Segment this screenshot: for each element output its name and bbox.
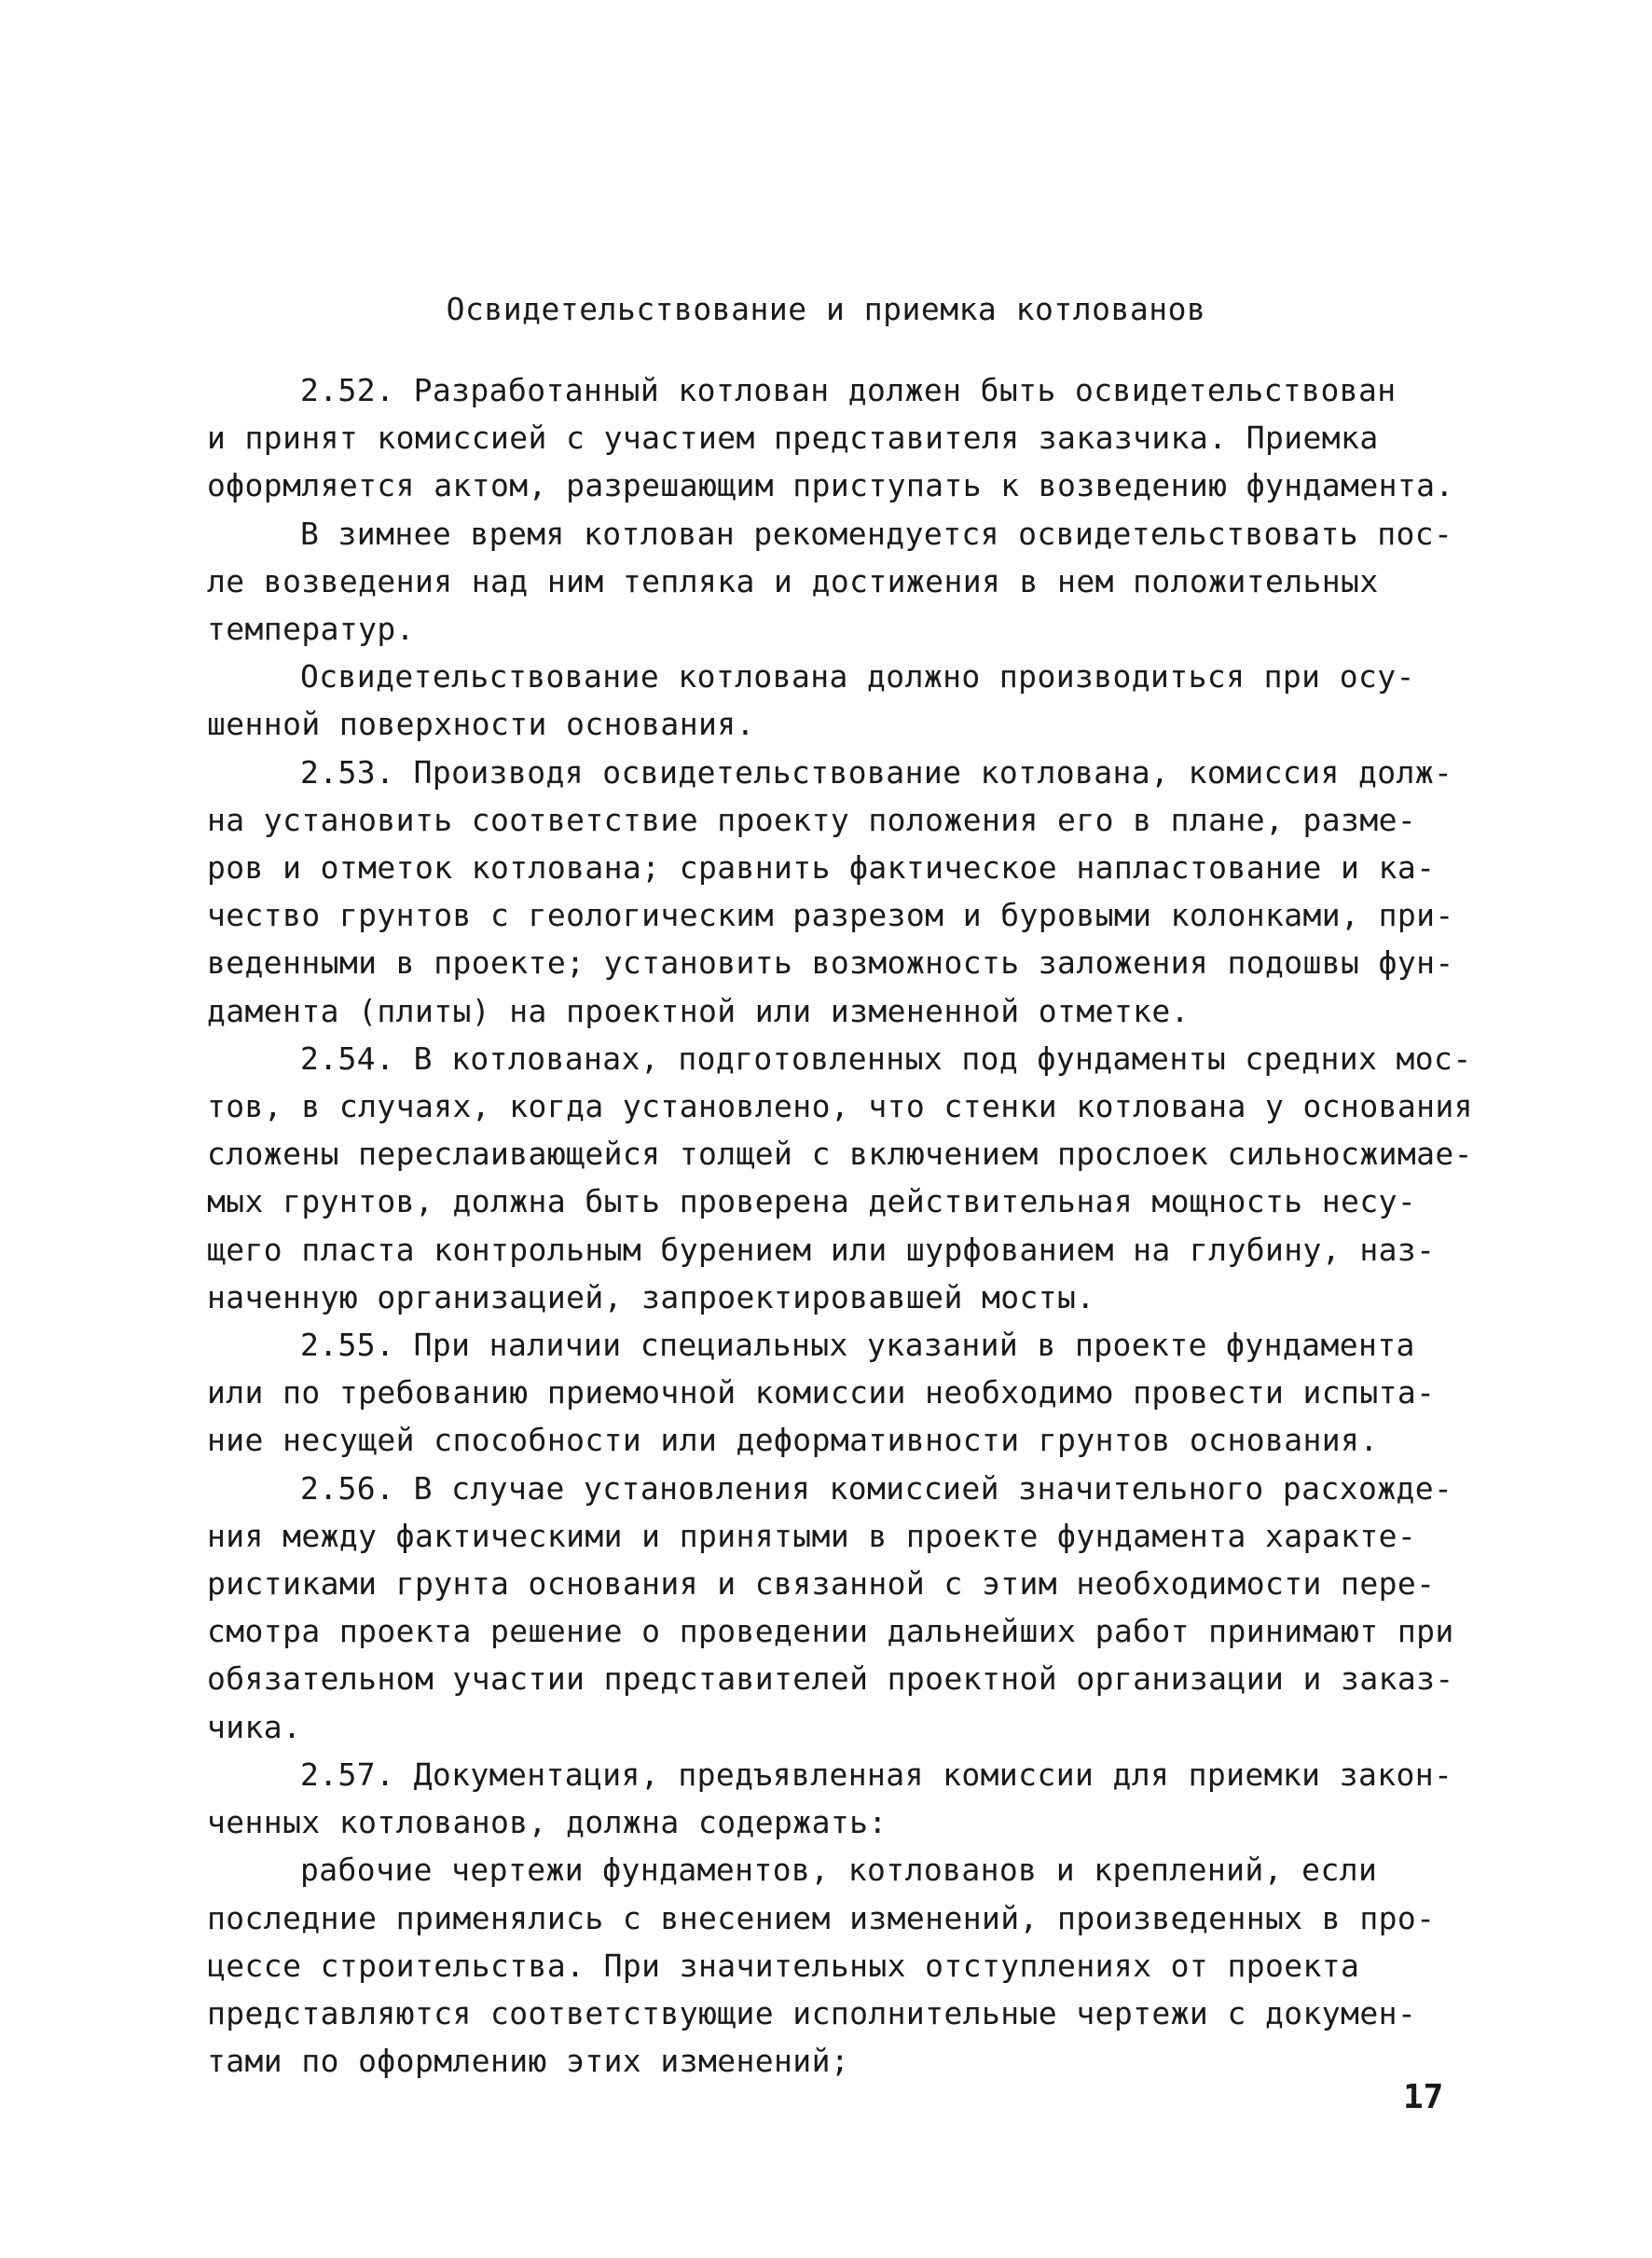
text-line: оформляется актом, разрешающим приступать к возведению фундамента. — [207, 467, 1454, 504]
text-line: рабочие чертежи фундаментов, котлованов и креплений, если — [300, 1852, 1378, 1889]
page-number: 17 — [1403, 2078, 1444, 2116]
text-line: тов, в случаях, когда установлено, что стенки котлована у основания — [207, 1088, 1473, 1125]
text-line: ров и отметок котлована; сравнить фактическое напластование и ка- — [207, 849, 1436, 887]
section-title: Освидетельствование и приемка котлованов — [446, 291, 1206, 327]
text-line: 2.52. Разработанный котлован должен быть освидетельствован — [300, 372, 1397, 408]
paragraph-p-2-52 — [207, 366, 1456, 510]
text-line: дамента (плиты) на проектной или измененной отметке. — [207, 992, 1190, 1029]
text-line: представляются соответствующие исполнительные чертежи с докумен- — [207, 1994, 1417, 2031]
text-line: Освидетельствование котлована должно производиться при осу- — [300, 658, 1415, 695]
text-line: наченную организацией, запроектировавшей мосты. — [207, 1278, 1095, 1315]
text-line: веденными в проекте; установить возможность заложения подошвы фун- — [207, 944, 1454, 982]
text-line: на установить соответствие проекту положения его в плане, разме- — [207, 801, 1417, 838]
text-line: температур. — [207, 611, 415, 648]
text-line: ние несущей способности или деформативности грунтов основания. — [207, 1422, 1379, 1459]
text-line: чика. — [207, 1708, 302, 1745]
text-line: и принят комиссией с участием представителя заказчика. Приемка — [207, 420, 1379, 457]
paragraph-p-2-55 — [207, 1321, 1456, 1465]
text-line: чество грунтов с геологическим разрезом и буровыми колонками, при- — [207, 897, 1454, 934]
text-line: или по требованию приемочной комиссии необходимо провести испыта- — [207, 1374, 1436, 1411]
text-line: 2.55. При наличии специальных указаний в проекте фундамента — [300, 1327, 1415, 1364]
text-line: шенной поверхности основания. — [207, 706, 755, 743]
paragraph-p-2-56 — [207, 1465, 1456, 1751]
paragraph-p-dry — [207, 653, 1456, 748]
text-line: ния между фактическими и принятыми в проекте фундамента характе- — [207, 1517, 1417, 1554]
text-line: ченных котлованов, должна содержать: — [207, 1804, 888, 1841]
text-line: последние применялись с внесением изменений, произведенных в про- — [207, 1899, 1436, 1936]
text-line: 2.56. В случае установления комиссией значительного расхожде- — [300, 1469, 1453, 1507]
text-line: 2.53. Производя освидетельствование котлована, комиссия долж- — [300, 753, 1453, 791]
paragraph-p-2-57 — [207, 1751, 1456, 1846]
text-line: смотра проекта решение о проведении дальнейших работ принимают при — [207, 1613, 1454, 1650]
text-line: 2.57. Документация, предъявленная комиссии для приемки закон- — [300, 1755, 1453, 1793]
text-line: мых грунтов, должна быть проверена действительная мощность несу- — [207, 1183, 1417, 1220]
text-line: щего пласта контрольным бурением или шурфованием на глубину, наз- — [207, 1231, 1436, 1268]
text-line: В зимнее время котлован рекомендуется освидетельствовать пос- — [300, 515, 1453, 552]
text-line: 2.54. В котлованах, подготовленных под фундаменты средних мос- — [300, 1040, 1472, 1077]
text-line: обязательном участии представителей проектной организации и заказ- — [207, 1660, 1454, 1698]
text-line: цессе строительства. При значительных отступлениях от проекта — [207, 1947, 1360, 1984]
text-line: ле возведения над ним тепляка и достижения в нем положительных — [207, 562, 1379, 599]
text-line: сложены переслаивающейся толщей с включением прослоек сильносжимае- — [207, 1136, 1473, 1173]
paragraph-p-2-54 — [207, 1035, 1473, 1321]
text-line: ристиками грунта основания и связанной с этим необходимости пере- — [207, 1565, 1436, 1603]
text-line: тами по оформлению этих изменений; — [207, 2043, 850, 2080]
body-text — [207, 366, 1473, 2085]
paragraph-p-2-53 — [207, 749, 1456, 1035]
paragraph-p-drawings — [207, 1846, 1456, 2085]
paragraph-p-winter — [207, 510, 1456, 654]
